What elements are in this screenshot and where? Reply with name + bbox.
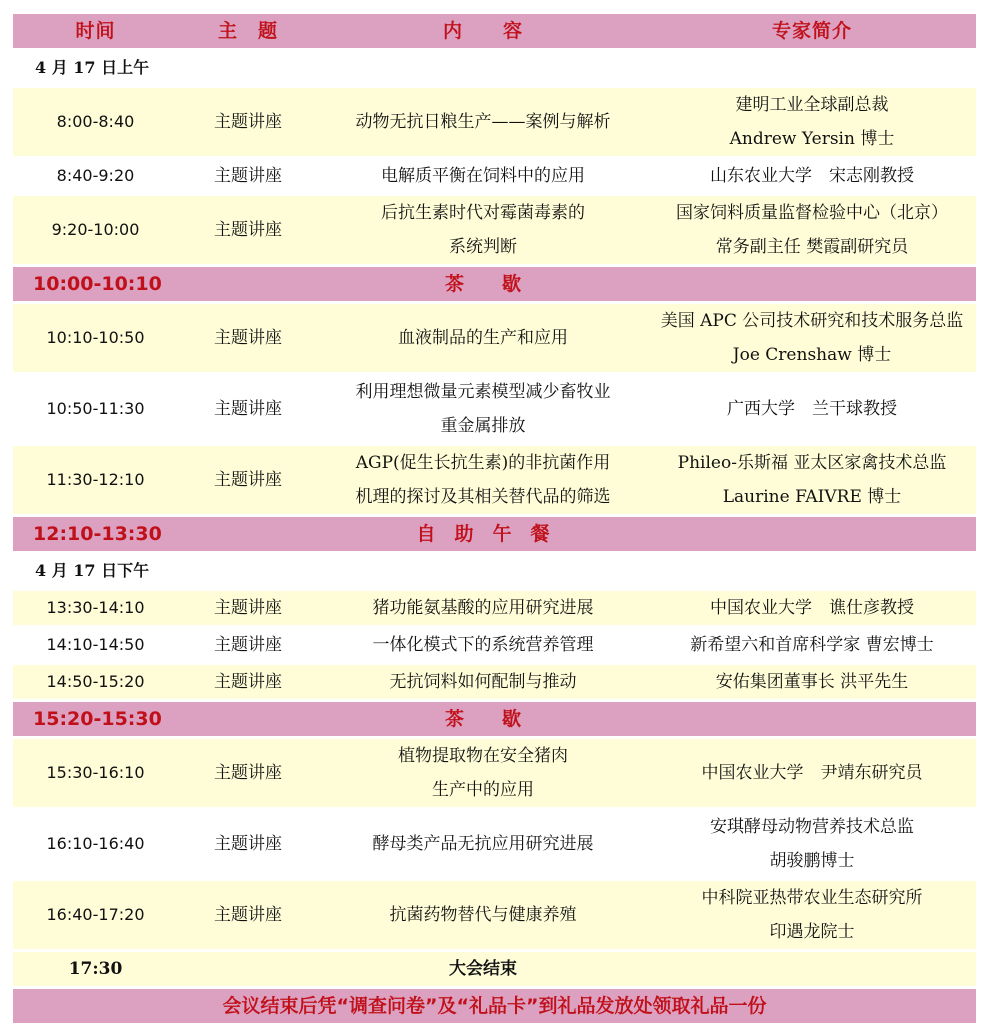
talk-expert — [648, 303, 976, 374]
session-morning-label: 4 月 17 日上午 — [13, 50, 976, 87]
talk-time: 16:10-16:40 — [13, 809, 178, 880]
talk-time: 13:30-14:10 — [13, 590, 178, 627]
break2-row — [13, 701, 976, 738]
talk-time: 11:30-12:10 — [13, 445, 178, 516]
talk-expert — [648, 445, 976, 516]
talk-content-line: 电解质平衡在饲料中的应用 — [381, 166, 585, 186]
talk-expert-line: 安琪酵母动物营养技术总监 — [710, 817, 914, 837]
talk-expert-line: 安佑集团董事长 洪平先生 — [715, 672, 909, 692]
talk-content — [318, 445, 648, 516]
talk-expert — [648, 738, 976, 809]
break1-label: 茶 歇 — [318, 266, 648, 303]
closing-time: 17:30 — [13, 951, 178, 988]
talk-expert — [648, 87, 976, 158]
talk-content-line: 机理的探讨及其相关替代品的筛选 — [355, 487, 611, 507]
talk-row — [13, 809, 976, 880]
talk-expert-line: 中国农业大学 谯仕彦教授 — [710, 598, 914, 618]
session-afternoon-row — [13, 553, 976, 590]
talk-time: 10:50-11:30 — [13, 374, 178, 445]
talk-content-line: 系统判断 — [449, 237, 517, 257]
talk-expert-line: 中国农业大学 尹靖东研究员 — [701, 763, 923, 783]
session-morning-row — [13, 50, 976, 87]
talk-topic: 主题讲座 — [178, 303, 318, 374]
talk-expert — [648, 627, 976, 664]
talk-expert-line: 胡骏鹏博士 — [769, 851, 855, 871]
talk-content — [318, 590, 648, 627]
talk-time: 14:50-15:20 — [13, 664, 178, 701]
talk-content-line: 猪功能氨基酸的应用研究进展 — [372, 598, 594, 618]
talk-content — [318, 303, 648, 374]
schedule-table — [13, 14, 976, 1026]
talk-content — [318, 374, 648, 445]
talk-topic: 主题讲座 — [178, 664, 318, 701]
talk-expert-line: 山东农业大学 宋志刚教授 — [710, 166, 914, 186]
talk-row — [13, 627, 976, 664]
talk-row — [13, 158, 976, 195]
talk-row — [13, 738, 976, 809]
talk-topic: 主题讲座 — [178, 195, 318, 266]
talk-content — [318, 664, 648, 701]
talk-topic: 主题讲座 — [178, 738, 318, 809]
talk-time: 10:10-10:50 — [13, 303, 178, 374]
gift-note: 会议结束后凭“调查问卷”及“礼品卡”到礼品发放处领取礼品一份 — [13, 988, 976, 1025]
break2-time: 15:20-15:30 — [13, 701, 178, 738]
talk-row — [13, 664, 976, 701]
talk-content — [318, 158, 648, 195]
talk-expert-line: 美国 APC 公司技术研究和技术服务总监 — [660, 311, 964, 331]
talk-content-line: 后抗生素时代对霉菌毒素的 — [381, 203, 585, 223]
talk-content-line: 血液制品的生产和应用 — [398, 328, 568, 348]
talk-topic: 主题讲座 — [178, 87, 318, 158]
talk-content-line: 动物无抗日粮生产——案例与解析 — [355, 112, 611, 132]
talk-expert-line: 国家饲料质量监督检验中心（北京） — [676, 203, 948, 223]
talk-topic: 主题讲座 — [178, 374, 318, 445]
talk-expert-line: Joe Crenshaw 博士 — [732, 345, 892, 365]
talk-time: 9:20-10:00 — [13, 195, 178, 266]
talk-row — [13, 590, 976, 627]
talk-topic: 主题讲座 — [178, 809, 318, 880]
talk-topic: 主题讲座 — [178, 158, 318, 195]
closing-label: 大会结束 — [318, 951, 648, 988]
talk-content-line: 一体化模式下的系统营养管理 — [372, 635, 594, 655]
talk-expert-line: 中科院亚热带农业生态研究所 — [701, 888, 923, 908]
talk-content — [318, 627, 648, 664]
break1-time: 10:00-10:10 — [13, 266, 178, 303]
talk-content-line: 酵母类产品无抗应用研究进展 — [372, 834, 594, 854]
break1-row — [13, 266, 976, 303]
talk-time: 8:00-8:40 — [13, 87, 178, 158]
talk-topic: 主题讲座 — [178, 445, 318, 516]
talk-row — [13, 880, 976, 951]
header-row — [13, 14, 976, 50]
session-afternoon-label: 4 月 17 日下午 — [13, 553, 976, 590]
talk-expert — [648, 664, 976, 701]
talk-expert — [648, 374, 976, 445]
talk-expert-line: Laurine FAIVRE 博士 — [722, 487, 902, 507]
talk-row — [13, 303, 976, 374]
talk-expert — [648, 158, 976, 195]
talk-content-line: 利用理想微量元素模型减少畜牧业 — [355, 382, 611, 402]
talk-content-line: AGP(促生长抗生素)的非抗菌作用 — [355, 453, 611, 473]
talk-content — [318, 195, 648, 266]
talk-content-line: 抗菌药物替代与健康养殖 — [389, 905, 577, 925]
talk-expert — [648, 880, 976, 951]
lunch-row — [13, 516, 976, 553]
talk-expert — [648, 809, 976, 880]
talk-content-line: 植物提取物在安全猪肉 — [398, 746, 568, 766]
talk-time: 16:40-17:20 — [13, 880, 178, 951]
talk-expert-line: 新希望六和首席科学家 曹宏博士 — [690, 635, 934, 655]
talk-time: 15:30-16:10 — [13, 738, 178, 809]
talk-topic: 主题讲座 — [178, 590, 318, 627]
talk-content-line: 生产中的应用 — [432, 780, 534, 800]
lunch-label: 自 助 午 餐 — [318, 516, 648, 553]
talk-content-line: 无抗饲料如何配制与推动 — [389, 672, 577, 692]
header-topic: 主 题 — [178, 14, 318, 50]
talk-expert-line: 建明工业全球副总裁 — [735, 95, 889, 115]
header-content: 内 容 — [318, 14, 648, 50]
talk-content — [318, 738, 648, 809]
talk-expert-line: 广西大学 兰干球教授 — [727, 399, 897, 419]
break2-label: 茶 歇 — [318, 701, 648, 738]
talk-row — [13, 445, 976, 516]
talk-time: 8:40-9:20 — [13, 158, 178, 195]
talk-expert — [648, 195, 976, 266]
talk-expert-line: 印遇龙院士 — [769, 922, 855, 942]
talk-content — [318, 809, 648, 880]
talk-content-line: 重金属排放 — [440, 416, 526, 436]
talk-content — [318, 880, 648, 951]
talk-row — [13, 374, 976, 445]
note-row — [13, 988, 976, 1025]
header-expert: 专家简介 — [648, 14, 976, 50]
talk-expert-line: Phileo-乐斯福 亚太区家禽技术总监 — [677, 453, 947, 473]
talk-row — [13, 195, 976, 266]
header-time: 时间 — [13, 14, 178, 50]
closing-row — [13, 951, 976, 988]
talk-content — [318, 87, 648, 158]
lunch-time: 12:10-13:30 — [13, 516, 178, 553]
talk-expert-line: Andrew Yersin 博士 — [729, 129, 895, 149]
talk-row — [13, 87, 976, 158]
talk-topic: 主题讲座 — [178, 880, 318, 951]
talk-topic: 主题讲座 — [178, 627, 318, 664]
talk-expert-line: 常务副主任 樊霞副研究员 — [715, 237, 909, 257]
talk-expert — [648, 590, 976, 627]
talk-time: 14:10-14:50 — [13, 627, 178, 664]
